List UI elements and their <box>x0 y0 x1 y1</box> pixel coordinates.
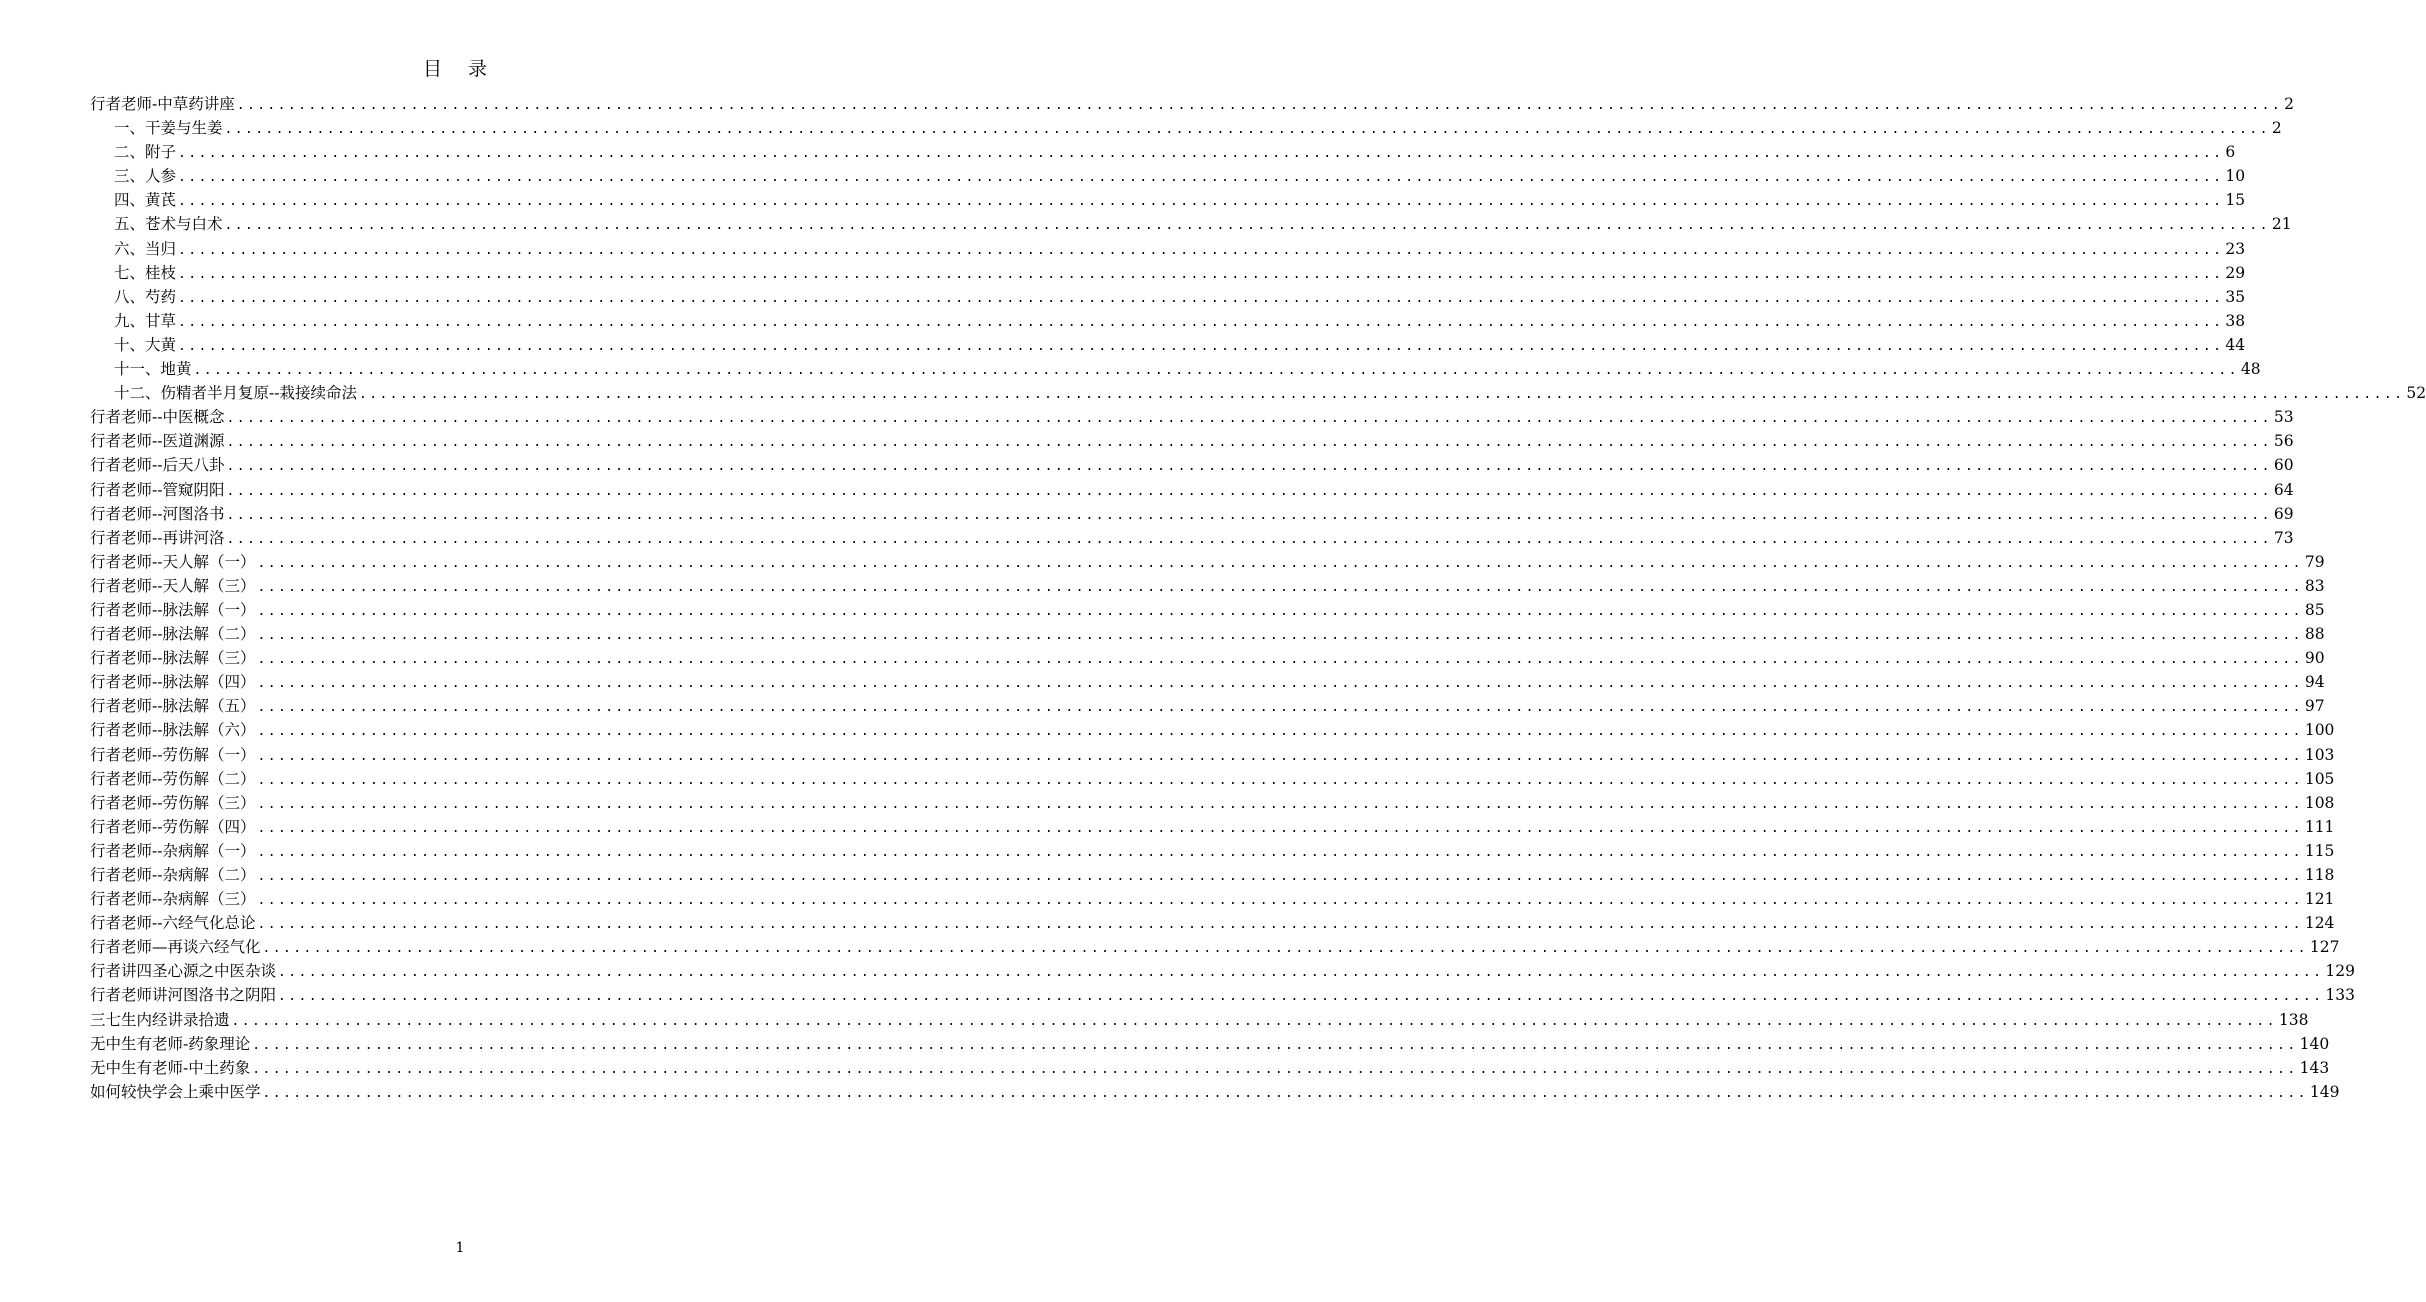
toc-dot-leader: ........................................................................................................................................................................................................ <box>178 146 2224 162</box>
toc-dot-leader: ........................................................................................................................................................................................................ <box>262 1085 2308 1101</box>
toc-entry-page: 48 <box>2240 360 2261 379</box>
toc-dot-leader: ........................................................................................................................................................................................................ <box>178 194 2224 210</box>
toc-dot-leader: ........................................................................................................................................................................................................ <box>257 555 2303 571</box>
toc-entry[interactable] <box>90 1008 2309 1032</box>
toc-entry-page: 53 <box>2273 408 2294 427</box>
toc-entry-page: 97 <box>2304 697 2325 716</box>
toc-entry[interactable] <box>90 237 2246 261</box>
toc-entry[interactable] <box>90 116 2282 140</box>
toc-entry-page: 121 <box>2304 890 2335 909</box>
toc-entry-page: 115 <box>2304 841 2335 860</box>
toc-entry-title: 行者老师--脉法解（六） <box>90 721 256 740</box>
toc-entry-page: 88 <box>2304 625 2325 644</box>
toc-dot-leader: ........................................................................................................................................................................................................ <box>257 676 2303 692</box>
toc-entry-page: 111 <box>2304 817 2335 836</box>
toc-dot-leader: ........................................................................................................................................................................................................ <box>257 917 2303 933</box>
toc-entry-page: 133 <box>2325 986 2355 1005</box>
toc-entry[interactable] <box>90 911 2335 935</box>
toc-entry-page: 143 <box>2299 1058 2330 1077</box>
toc-entry[interactable] <box>90 357 2261 381</box>
toc-entry[interactable] <box>90 718 2335 742</box>
toc-entry-title: 行者老师--脉法解（二） <box>90 625 256 644</box>
toc-entry[interactable] <box>90 285 2246 309</box>
toc-dot-leader: ........................................................................................................................................................................................................ <box>178 242 2224 258</box>
toc-dot-leader: ........................................................................................................................................................................................................ <box>231 1013 2277 1029</box>
toc-entry-title: 行者老师讲河图洛书之阴阳 <box>90 986 277 1005</box>
toc-entry-page: 56 <box>2273 432 2294 451</box>
toc-entry[interactable] <box>90 526 2294 550</box>
toc-entry-page: 108 <box>2304 793 2335 812</box>
toc-entry-title: 行者老师-中草药讲座 <box>90 95 235 113</box>
toc-dot-leader: ........................................................................................................................................................................................................ <box>257 772 2303 788</box>
toc-entry-title: 行者老师--河图洛书 <box>90 504 225 523</box>
toc-dot-leader: ........................................................................................................................................................................................................ <box>257 700 2303 716</box>
toc-entry-title: 行者老师--管窥阴阳 <box>90 480 225 499</box>
toc-entry[interactable] <box>90 429 2294 453</box>
toc-entry[interactable] <box>90 405 2294 429</box>
toc-entry-title: 十一、地黄 <box>114 360 192 379</box>
toc-entry-title: 行者老师--脉法解（一） <box>90 600 256 619</box>
toc-entry-page: 38 <box>2225 311 2246 330</box>
toc-dot-leader: ........................................................................................................................................................................................................ <box>236 98 2283 113</box>
toc-entry-title: 行者老师--劳伤解（三） <box>90 793 256 812</box>
toc-entry-page: 103 <box>2304 745 2335 764</box>
toc-entry-title: 行者老师--中医概念 <box>90 408 225 427</box>
toc-entry[interactable] <box>90 478 2294 502</box>
toc-entry-page: 83 <box>2304 576 2325 595</box>
toc-entry-title: 四、黄芪 <box>114 191 177 210</box>
toc-entry-page: 138 <box>2278 1010 2309 1029</box>
toc-dot-leader: ........................................................................................................................................................................................................ <box>226 435 2272 451</box>
toc-entry-title: 十二、伤精者半月复原--栽接续命法 <box>114 384 357 403</box>
toc-entry-title: 二、附子 <box>114 143 177 162</box>
toc-entry[interactable] <box>90 694 2325 718</box>
toc-dot-leader: ........................................................................................................................................................................................................ <box>257 820 2303 836</box>
toc-dot-leader: ........................................................................................................................................................................................................ <box>252 1061 2298 1077</box>
toc-dot-leader: ........................................................................................................................................................................................................ <box>178 170 2224 186</box>
toc-entry[interactable] <box>90 453 2294 477</box>
toc-entry[interactable] <box>90 164 2246 188</box>
toc-entry-title: 行者老师--六经气化总论 <box>90 914 256 933</box>
toc-entry[interactable] <box>90 887 2335 911</box>
toc-dot-leader: ........................................................................................................................................................................................................ <box>226 483 2272 499</box>
toc-entry-page: 85 <box>2304 600 2325 619</box>
toc-list <box>90 92 2426 1104</box>
toc-dot-leader: ........................................................................................................................................................................................................ <box>226 507 2272 523</box>
toc-entry[interactable] <box>90 212 2292 236</box>
toc-entry[interactable] <box>90 309 2246 333</box>
toc-entry-page: 100 <box>2304 721 2335 740</box>
toc-entry-title: 行者老师--天人解（一） <box>90 552 256 571</box>
toc-entry[interactable] <box>90 92 2294 116</box>
toc-dot-leader: ........................................................................................................................................................................................................ <box>257 628 2303 644</box>
toc-dot-leader: ........................................................................................................................................................................................................ <box>257 844 2303 860</box>
toc-entry-page: 2 <box>2284 95 2294 113</box>
toc-dot-leader: ........................................................................................................................................................................................................ <box>178 338 2224 354</box>
toc-entry-page: 149 <box>2309 1082 2340 1101</box>
toc-entry-page: 64 <box>2273 480 2294 499</box>
toc-entry-title: 如何较快学会上乘中医学 <box>90 1082 261 1101</box>
toc-entry-page: 127 <box>2309 938 2340 957</box>
toc-entry[interactable] <box>90 743 2335 767</box>
toc-entry[interactable] <box>90 791 2335 815</box>
toc-entry-title: 行者老师--后天八卦 <box>90 456 225 475</box>
toc-entry-page: 10 <box>2225 167 2246 186</box>
toc-entry-title: 三七生内经讲录拾遗 <box>90 1010 230 1029</box>
toc-entry-title: 行者老师--医道渊源 <box>90 432 225 451</box>
toc-entry-page: 35 <box>2225 287 2246 306</box>
toc-entry[interactable] <box>90 959 2355 983</box>
toc-entry-title: 行者老师--天人解（三） <box>90 576 256 595</box>
toc-dot-leader: ........................................................................................................................................................................................................ <box>278 989 2324 1005</box>
toc-entry-title: 无中生有老师-药象理论 <box>90 1034 251 1053</box>
toc-entry-page: 69 <box>2273 504 2294 523</box>
toc-entry[interactable] <box>90 381 2426 405</box>
toc-entry[interactable] <box>90 1056 2330 1080</box>
toc-entry-title: 行者老师--劳伤解（四） <box>90 817 256 836</box>
toc-entry-title: 六、当归 <box>114 239 177 258</box>
toc-entry-title: 行者老师--杂病解（二） <box>90 866 256 884</box>
toc-entry[interactable] <box>90 935 2340 959</box>
toc-entry[interactable] <box>90 333 2246 357</box>
toc-entry-title: 行者老师--杂病解（三） <box>90 890 256 909</box>
toc-entry[interactable] <box>90 983 2355 1007</box>
toc-entry-title: 五、苍术与白术 <box>114 215 223 234</box>
toc-entry-page: 124 <box>2304 914 2335 933</box>
toc-dot-leader: ........................................................................................................................................................................................................ <box>224 122 2270 138</box>
toc-dot-leader: ........................................................................................................................................................................................................ <box>257 603 2303 619</box>
toc-entry-title: 一、干姜与生姜 <box>114 119 223 138</box>
toc-entry[interactable] <box>90 815 2335 839</box>
toc-entry-page: 2 <box>2271 119 2282 138</box>
toc-dot-leader: ........................................................................................................................................................................................................ <box>178 314 2224 330</box>
toc-entry-page: 105 <box>2304 769 2335 788</box>
toc-entry[interactable] <box>90 767 2335 791</box>
toc-dot-leader: ........................................................................................................................................................................................................ <box>178 266 2224 282</box>
toc-entry-page: 140 <box>2299 1034 2330 1053</box>
toc-entry-page: 79 <box>2304 552 2325 571</box>
toc-entry[interactable] <box>90 646 2325 670</box>
toc-entry-title: 十、大黄 <box>114 335 177 354</box>
toc-dot-leader: ........................................................................................................................................................................................................ <box>193 363 2239 379</box>
toc-entry-title: 八、芍药 <box>114 287 177 306</box>
toc-entry-page: 73 <box>2273 528 2294 547</box>
toc-entry[interactable] <box>90 550 2325 574</box>
toc-entry[interactable] <box>90 574 2325 598</box>
toc-dot-leader: ........................................................................................................................................................................................................ <box>257 796 2303 812</box>
toc-title: 目 录 <box>422 58 498 80</box>
toc-entry[interactable] <box>90 188 2246 212</box>
toc-entry[interactable] <box>90 598 2325 622</box>
toc-entry[interactable] <box>90 502 2294 526</box>
toc-entry-page: 129 <box>2325 962 2355 981</box>
toc-entry-title: 三、人参 <box>114 167 177 186</box>
toc-entry-page: 6 <box>2225 143 2236 162</box>
toc-entry-page: 21 <box>2271 215 2292 234</box>
toc-entry[interactable] <box>90 839 2335 863</box>
toc-entry-title: 行者讲四圣心源之中医杂谈 <box>90 962 277 981</box>
toc-entry-title: 无中生有老师-中土药象 <box>90 1058 251 1077</box>
toc-dot-leader: ........................................................................................................................................................................................................ <box>257 748 2303 764</box>
toc-entry-page: 23 <box>2225 239 2246 258</box>
toc-entry-title: 七、桂枝 <box>114 263 177 282</box>
toc-entry-title: 行者老师--杂病解（一） <box>90 841 256 860</box>
toc-dot-leader: ........................................................................................................................................................................................................ <box>224 218 2270 234</box>
toc-entry[interactable] <box>90 140 2236 164</box>
toc-entry[interactable] <box>90 1032 2330 1056</box>
toc-dot-leader: ........................................................................................................................................................................................................ <box>257 724 2303 740</box>
toc-dot-leader: ........................................................................................................................................................................................................ <box>262 941 2308 957</box>
toc-entry-page: 90 <box>2304 649 2325 668</box>
toc-entry-title: 行者老师—再谈六经气化 <box>90 938 261 957</box>
toc-dot-leader: ........................................................................................................................................................................................................ <box>257 869 2303 884</box>
toc-dot-leader: ........................................................................................................................................................................................................ <box>226 531 2272 547</box>
toc-entry[interactable] <box>90 863 2335 887</box>
toc-dot-leader: ........................................................................................................................................................................................................ <box>226 411 2272 427</box>
toc-entry[interactable] <box>90 261 2246 285</box>
toc-dot-leader: ........................................................................................................................................................................................................ <box>257 579 2303 595</box>
toc-entry-page: 15 <box>2225 191 2246 210</box>
toc-entry-title: 行者老师--脉法解（四） <box>90 673 256 692</box>
toc-entry-page: 44 <box>2225 335 2246 354</box>
toc-entry-page: 118 <box>2304 866 2335 884</box>
toc-dot-leader: ........................................................................................................................................................................................................ <box>358 387 2405 403</box>
toc-entry-page: 94 <box>2304 673 2325 692</box>
toc-entry-title: 行者老师--脉法解（三） <box>90 649 256 668</box>
toc-entry-title: 行者老师--劳伤解（一） <box>90 745 256 764</box>
toc-dot-leader: ........................................................................................................................................................................................................ <box>257 893 2303 909</box>
toc-entry[interactable] <box>90 622 2325 646</box>
toc-entry-page: 29 <box>2225 263 2246 282</box>
page-number: 1 <box>455 1240 465 1256</box>
toc-entry-title: 行者老师--再讲河洛 <box>90 528 225 547</box>
toc-dot-leader: ........................................................................................................................................................................................................ <box>257 652 2303 668</box>
toc-dot-leader: ........................................................................................................................................................................................................ <box>278 965 2324 981</box>
toc-dot-leader: ........................................................................................................................................................................................................ <box>226 459 2272 475</box>
toc-entry[interactable] <box>90 1080 2340 1104</box>
toc-entry[interactable] <box>90 670 2325 694</box>
toc-dot-leader: ........................................................................................................................................................................................................ <box>252 1037 2298 1053</box>
toc-dot-leader: ........................................................................................................................................................................................................ <box>178 290 2224 306</box>
toc-entry-page: 60 <box>2273 456 2294 475</box>
toc-entry-page: 52 <box>2406 384 2426 403</box>
toc-entry-title: 九、甘草 <box>114 311 177 330</box>
toc-entry-title: 行者老师--劳伤解（二） <box>90 769 256 788</box>
toc-entry-title: 行者老师--脉法解（五） <box>90 697 256 716</box>
